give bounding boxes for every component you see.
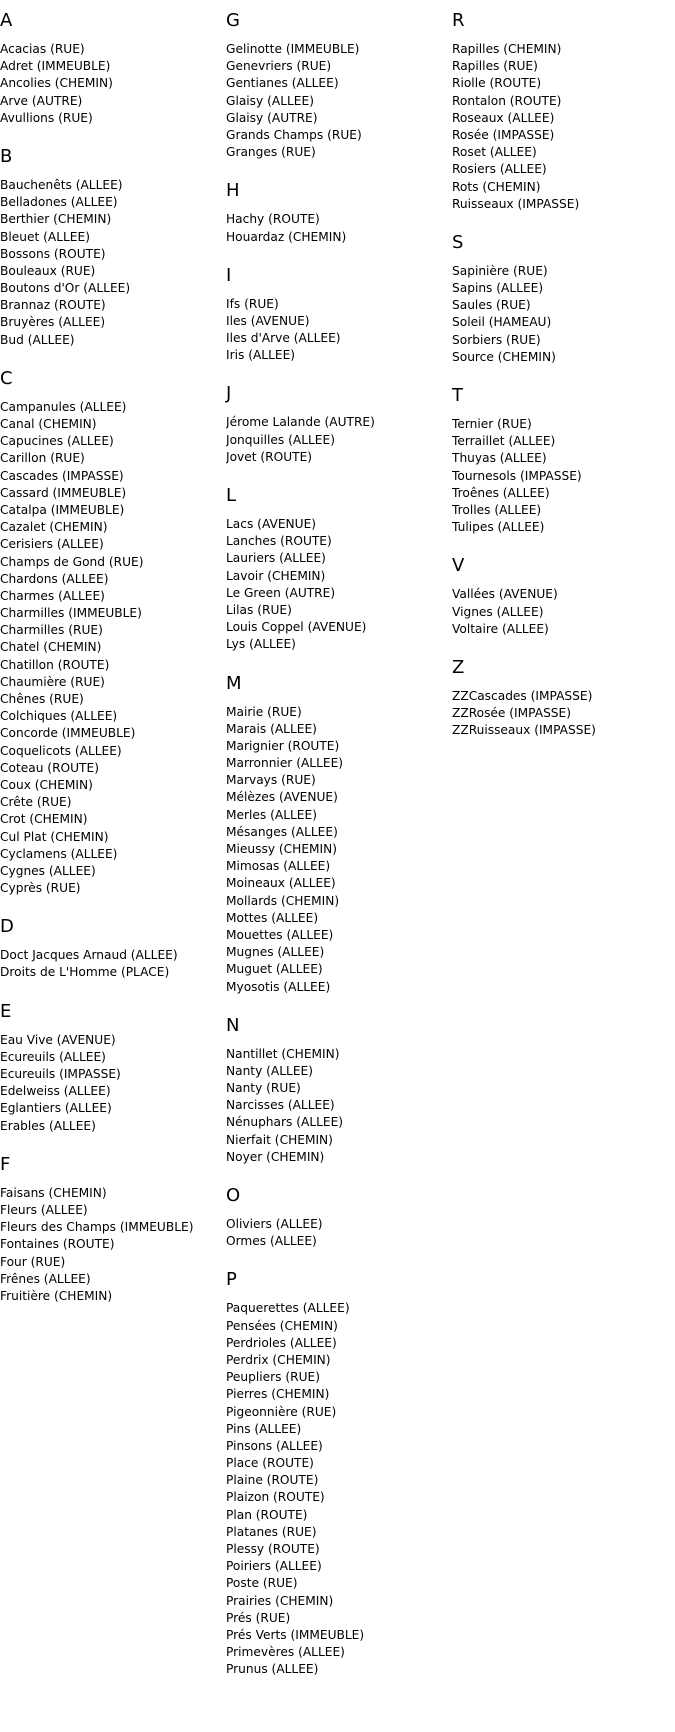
street-link[interactable]: Mésanges (ALLEE) <box>226 824 338 839</box>
street-link[interactable]: Marais (ALLEE) <box>226 721 317 736</box>
street-link[interactable]: Fontaines (ROUTE) <box>0 1237 115 1252</box>
street-link[interactable]: Cazalet (CHEMIN) <box>0 520 108 535</box>
street-link[interactable]: Nénuphars (ALLEE) <box>226 1115 344 1130</box>
street-link[interactable]: ZZRuisseaux (IMPASSE) <box>452 723 596 738</box>
letter-group <box>0 1001 225 1135</box>
street-link[interactable]: Rapilles (CHEMIN) <box>452 42 562 56</box>
street-link[interactable]: Pensées (CHEMIN) <box>226 1318 338 1333</box>
street-link[interactable]: Charmes (ALLEE) <box>0 588 105 603</box>
street-link[interactable]: ZZRosée (IMPASSE) <box>452 706 571 721</box>
letter-heading: N <box>226 1014 240 1036</box>
street-link[interactable]: Bruyères (ALLEE) <box>0 315 106 330</box>
street-link[interactable]: Place (ROUTE) <box>226 1456 314 1471</box>
street-link[interactable]: Vignes (ALLEE) <box>452 604 544 619</box>
street-link[interactable]: Trolles (ALLEE) <box>452 502 542 517</box>
street-link[interactable]: Ruisseaux (IMPASSE) <box>452 196 580 211</box>
letter-heading: S <box>452 231 464 253</box>
letter-heading: B <box>0 145 13 167</box>
street-link[interactable]: Ternier (RUE) <box>452 417 532 431</box>
street-link[interactable]: Perdrix (CHEMIN) <box>226 1352 331 1367</box>
street-link[interactable]: Carillon (RUE) <box>0 451 85 466</box>
street-link[interactable]: Bleuet (ALLEE) <box>0 229 90 244</box>
letter-group <box>226 180 451 245</box>
letter-heading: D <box>0 916 14 938</box>
letter-heading: M <box>226 672 242 694</box>
street-link[interactable]: Mieussy (CHEMIN) <box>226 842 338 856</box>
street-link[interactable]: Platanes (RUE) <box>226 1524 317 1539</box>
letter-group <box>452 10 675 213</box>
letter-heading: E <box>0 1000 12 1022</box>
street-link[interactable]: Ormes (ALLEE) <box>226 1234 317 1249</box>
letter-heading: C <box>0 367 13 389</box>
street-link[interactable]: Frênes (ALLEE) <box>0 1271 91 1286</box>
street-link[interactable]: Prés (RUE) <box>226 1610 291 1625</box>
street-link[interactable]: Moineaux (ALLEE) <box>226 876 336 891</box>
street-link[interactable]: Mottes (ALLEE) <box>226 910 319 925</box>
street-link[interactable]: Charmilles (RUE) <box>0 623 103 638</box>
street-link[interactable]: Pierres (CHEMIN) <box>226 1387 330 1402</box>
street-link[interactable]: Colchiques (ALLEE) <box>0 709 118 724</box>
street-index-column <box>226 8 451 1698</box>
street-link[interactable]: Cerisiers (ALLEE) <box>0 537 104 552</box>
street-link[interactable]: Cyclamens (ALLEE) <box>0 846 118 861</box>
street-link[interactable]: Edelweiss (ALLEE) <box>0 1084 111 1099</box>
street-link[interactable]: Sapinière (RUE) <box>452 263 548 278</box>
street-link[interactable]: Capucines (ALLEE) <box>0 434 114 449</box>
street-link[interactable]: Chatillon (ROUTE) <box>0 657 110 672</box>
street-link[interactable]: Cassard (IMMEUBLE) <box>0 485 127 500</box>
street-link[interactable]: Crête (RUE) <box>0 795 72 810</box>
street-link[interactable]: Houardaz (CHEMIN) <box>226 229 347 244</box>
street-link[interactable]: Lys (ALLEE) <box>226 637 296 652</box>
street-link[interactable]: Chatel (CHEMIN) <box>0 640 102 655</box>
street-link[interactable]: Lauriers (ALLEE) <box>226 551 326 566</box>
street-link[interactable]: Rapilles (RUE) <box>452 59 538 74</box>
street-link[interactable]: Marvays (RUE) <box>226 773 316 788</box>
street-link[interactable]: Rontalon (ROUTE) <box>452 93 562 108</box>
street-link[interactable]: Brannaz (ROUTE) <box>0 298 106 313</box>
street-link[interactable]: Ancolies (CHEMIN) <box>0 76 113 91</box>
street-link[interactable]: Nantillet (CHEMIN) <box>226 1046 340 1061</box>
street-link[interactable]: Ecureuils (IMPASSE) <box>0 1067 121 1081</box>
street-link[interactable]: Narcisses (ALLEE) <box>226 1098 335 1113</box>
street-link[interactable]: Plaine (ROUTE) <box>226 1473 319 1488</box>
street-link[interactable]: Canal (CHEMIN) <box>0 417 97 431</box>
street-link[interactable]: Mugnes (ALLEE) <box>226 945 325 960</box>
street-link[interactable]: Coquelicots (ALLEE) <box>0 743 122 758</box>
street-link[interactable]: Jérome Lalande (AUTRE) <box>226 415 375 430</box>
street-link[interactable]: Iris (ALLEE) <box>226 348 296 363</box>
street-link[interactable]: Berthier (CHEMIN) <box>0 212 112 227</box>
street-link[interactable]: Droits de L'Homme (PLACE) <box>0 965 170 980</box>
street-link[interactable]: Rosiers (ALLEE) <box>452 162 547 177</box>
street-link[interactable]: Source (CHEMIN) <box>452 349 556 364</box>
street-link[interactable]: Lavoir (CHEMIN) <box>226 568 326 583</box>
street-link[interactable]: Riolle (ROUTE) <box>452 76 542 91</box>
street-link[interactable]: Fruitière (CHEMIN) <box>0 1288 113 1303</box>
street-link[interactable]: Poiriers (ALLEE) <box>226 1559 322 1574</box>
street-link[interactable]: Campanules (ALLEE) <box>0 399 127 414</box>
street-link[interactable]: Lilas (RUE) <box>226 602 292 617</box>
street-link[interactable]: Jovet (ROUTE) <box>226 449 313 464</box>
street-link[interactable]: Eau Vive (AVENUE) <box>0 1032 116 1047</box>
street-link[interactable]: Rots (CHEMIN) <box>452 179 541 194</box>
street-link[interactable]: Four (RUE) <box>0 1254 66 1269</box>
street-link[interactable]: Chardons (ALLEE) <box>0 571 109 586</box>
street-link[interactable]: Adret (IMMEUBLE) <box>0 59 111 74</box>
street-link[interactable]: Lanches (ROUTE) <box>226 534 332 549</box>
street-link[interactable]: Granges (RUE) <box>226 145 316 160</box>
street-link[interactable]: Perdrioles (ALLEE) <box>226 1335 337 1350</box>
street-link[interactable]: Crot (CHEMIN) <box>0 812 88 827</box>
street-link[interactable]: Mouettes (ALLEE) <box>226 927 334 942</box>
street-link[interactable]: Bossons (ROUTE) <box>0 246 106 261</box>
street-link[interactable]: Pigeonnière (RUE) <box>226 1404 337 1419</box>
street-index-column <box>0 8 225 1324</box>
street-link[interactable]: Hachy (ROUTE) <box>226 212 320 227</box>
street-link[interactable]: Marronnier (ALLEE) <box>226 756 344 771</box>
letter-group <box>452 232 675 366</box>
street-link[interactable]: Glaisy (AUTRE) <box>226 110 318 125</box>
street-index-column <box>452 8 675 758</box>
letter-heading: O <box>226 1185 241 1206</box>
letter-group <box>452 555 675 638</box>
street-link[interactable]: Fleurs (ALLEE) <box>0 1202 88 1217</box>
letter-heading: P <box>226 1269 237 1291</box>
street-link[interactable]: Jonquilles (ALLEE) <box>226 432 335 447</box>
letter-heading: H <box>226 180 240 202</box>
street-link[interactable]: Prés Verts (IMMEUBLE) <box>226 1627 365 1642</box>
letter-group <box>226 1185 451 1250</box>
letter-heading: Z <box>452 656 465 678</box>
street-link[interactable]: Mimosas (ALLEE) <box>226 859 331 874</box>
street-link[interactable]: Bud (ALLEE) <box>0 332 75 347</box>
letter-group <box>226 1269 451 1678</box>
street-link[interactable]: Plaizon (ROUTE) <box>226 1490 325 1505</box>
letter-group <box>452 385 675 536</box>
street-link[interactable]: Terraillet (ALLEE) <box>452 434 556 449</box>
street-link[interactable]: Champs de Gond (RUE) <box>0 554 144 569</box>
street-link[interactable]: Rosée (IMPASSE) <box>452 127 555 142</box>
street-link[interactable]: Nierfait (CHEMIN) <box>226 1132 333 1147</box>
street-link[interactable]: Acacias (RUE) <box>0 42 85 56</box>
street-link[interactable]: Lacs (AVENUE) <box>226 517 317 531</box>
street-link[interactable]: Coux (CHEMIN) <box>0 777 93 792</box>
street-link[interactable]: Vallées (AVENUE) <box>452 587 558 602</box>
street-link[interactable]: Sapins (ALLEE) <box>452 281 544 296</box>
letter-group <box>226 485 451 654</box>
street-link[interactable]: Grands Champs (RUE) <box>226 127 362 142</box>
letter-heading: T <box>452 385 463 406</box>
street-link[interactable]: Le Green (AUTRE) <box>226 585 336 600</box>
street-link[interactable]: Roseaux (ALLEE) <box>452 110 555 125</box>
street-link[interactable]: Chaumière (RUE) <box>0 674 105 689</box>
street-link[interactable]: Arve (AUTRE) <box>0 93 83 108</box>
letter-heading: G <box>226 10 240 31</box>
street-link[interactable]: Cul Plat (CHEMIN) <box>0 829 109 844</box>
letter-heading: I <box>226 264 232 286</box>
street-link[interactable]: ZZCascades (IMPASSE) <box>452 688 593 703</box>
letter-group <box>226 10 451 161</box>
street-link[interactable]: Concorde (IMMEUBLE) <box>0 726 136 741</box>
street-link[interactable]: Prairies (CHEMIN) <box>226 1593 334 1608</box>
street-link[interactable]: Poste (RUE) <box>226 1576 298 1591</box>
street-link[interactable]: Tulipes (ALLEE) <box>452 520 545 535</box>
street-link[interactable]: Mairie (RUE) <box>226 704 302 719</box>
street-link[interactable]: Gelinotte (IMMEUBLE) <box>226 42 360 56</box>
street-link[interactable]: Peupliers (RUE) <box>226 1370 320 1385</box>
street-link[interactable]: Fleurs des Champs (IMMEUBLE) <box>0 1220 194 1235</box>
street-link[interactable]: Voltaire (ALLEE) <box>452 621 549 636</box>
street-link[interactable]: Faisans (CHEMIN) <box>0 1185 107 1200</box>
street-link[interactable]: Erables (ALLEE) <box>0 1118 96 1133</box>
street-link[interactable]: Avullions (RUE) <box>0 110 93 125</box>
street-link[interactable]: Primevères (ALLEE) <box>226 1645 345 1660</box>
letter-heading: L <box>226 485 237 506</box>
street-link[interactable]: Soleil (HAMEAU) <box>452 315 552 330</box>
street-link[interactable]: Thuyas (ALLEE) <box>452 451 547 466</box>
letter-group <box>0 10 225 127</box>
letter-group <box>0 916 225 981</box>
street-link[interactable]: Nanty (RUE) <box>226 1081 301 1096</box>
street-link[interactable]: Troênes (ALLEE) <box>452 485 550 500</box>
letter-group <box>0 368 225 897</box>
street-link[interactable]: Merles (ALLEE) <box>226 807 317 822</box>
street-link[interactable]: Mollards (CHEMIN) <box>226 893 340 908</box>
street-link[interactable]: Boutons d'Or (ALLEE) <box>0 281 131 296</box>
street-link[interactable]: Catalpa (IMMEUBLE) <box>0 502 125 517</box>
street-link[interactable]: Iles (AVENUE) <box>226 313 310 328</box>
street-link[interactable]: Sorbiers (RUE) <box>452 332 541 347</box>
street-link[interactable]: Myosotis (ALLEE) <box>226 979 331 994</box>
street-link[interactable]: Coteau (ROUTE) <box>0 760 99 775</box>
street-link[interactable]: Tournesols (IMPASSE) <box>452 468 582 483</box>
street-link[interactable]: Charmilles (IMMEUBLE) <box>0 606 142 621</box>
letter-heading: J <box>226 383 232 405</box>
letter-group <box>452 657 675 740</box>
letter-group <box>0 1154 225 1305</box>
letter-group <box>226 1015 451 1166</box>
street-link[interactable]: Ecureuils (ALLEE) <box>0 1049 106 1064</box>
letter-heading: R <box>452 10 465 31</box>
street-link[interactable]: Paquerettes (ALLEE) <box>226 1301 350 1316</box>
street-link[interactable]: Plessy (ROUTE) <box>226 1542 320 1556</box>
street-link[interactable]: Saules (RUE) <box>452 298 531 313</box>
street-link[interactable]: Eglantiers (ALLEE) <box>0 1101 112 1116</box>
street-link[interactable]: Noyer (CHEMIN) <box>226 1149 325 1164</box>
street-link[interactable]: Marignier (ROUTE) <box>226 738 340 753</box>
street-link[interactable]: Plan (ROUTE) <box>226 1507 308 1522</box>
street-link[interactable]: Cygnes (ALLEE) <box>0 863 96 878</box>
street-link[interactable]: Mélèzes (AVENUE) <box>226 790 338 805</box>
letter-heading: A <box>0 10 13 31</box>
street-link[interactable]: Roset (ALLEE) <box>452 145 537 160</box>
letter-group <box>0 146 225 349</box>
street-link[interactable]: Doct Jacques Arnaud (ALLEE) <box>0 948 178 963</box>
street-link[interactable]: Bouleaux (RUE) <box>0 263 96 278</box>
street-link[interactable]: Chênes (RUE) <box>0 692 84 706</box>
street-link[interactable]: Muguet (ALLEE) <box>226 962 323 977</box>
letter-group <box>226 673 451 996</box>
street-link[interactable]: Nanty (ALLEE) <box>226 1063 314 1078</box>
street-link[interactable]: Ifs (RUE) <box>226 296 279 311</box>
street-link[interactable]: Louis Coppel (AVENUE) <box>226 620 367 635</box>
letter-heading: F <box>0 1153 11 1175</box>
letter-heading: V <box>452 555 465 577</box>
street-link[interactable]: Oliviers (ALLEE) <box>226 1217 323 1231</box>
street-link[interactable]: Genevriers (RUE) <box>226 59 332 74</box>
street-link[interactable]: Pinsons (ALLEE) <box>226 1438 323 1453</box>
street-link[interactable]: Bauchenêts (ALLEE) <box>0 177 123 192</box>
street-link[interactable]: Gentianes (ALLEE) <box>226 76 339 91</box>
letter-group <box>226 265 451 365</box>
street-link[interactable]: Pins (ALLEE) <box>226 1421 302 1436</box>
street-link[interactable]: Iles d'Arve (ALLEE) <box>226 331 341 346</box>
street-link[interactable]: Belladones (ALLEE) <box>0 195 118 210</box>
street-link[interactable]: Glaisy (ALLEE) <box>226 93 314 108</box>
letter-group <box>226 383 451 466</box>
street-link[interactable]: Cascades (IMPASSE) <box>0 468 124 483</box>
street-link[interactable]: Cyprès (RUE) <box>0 881 81 896</box>
street-link[interactable]: Prunus (ALLEE) <box>226 1662 319 1677</box>
